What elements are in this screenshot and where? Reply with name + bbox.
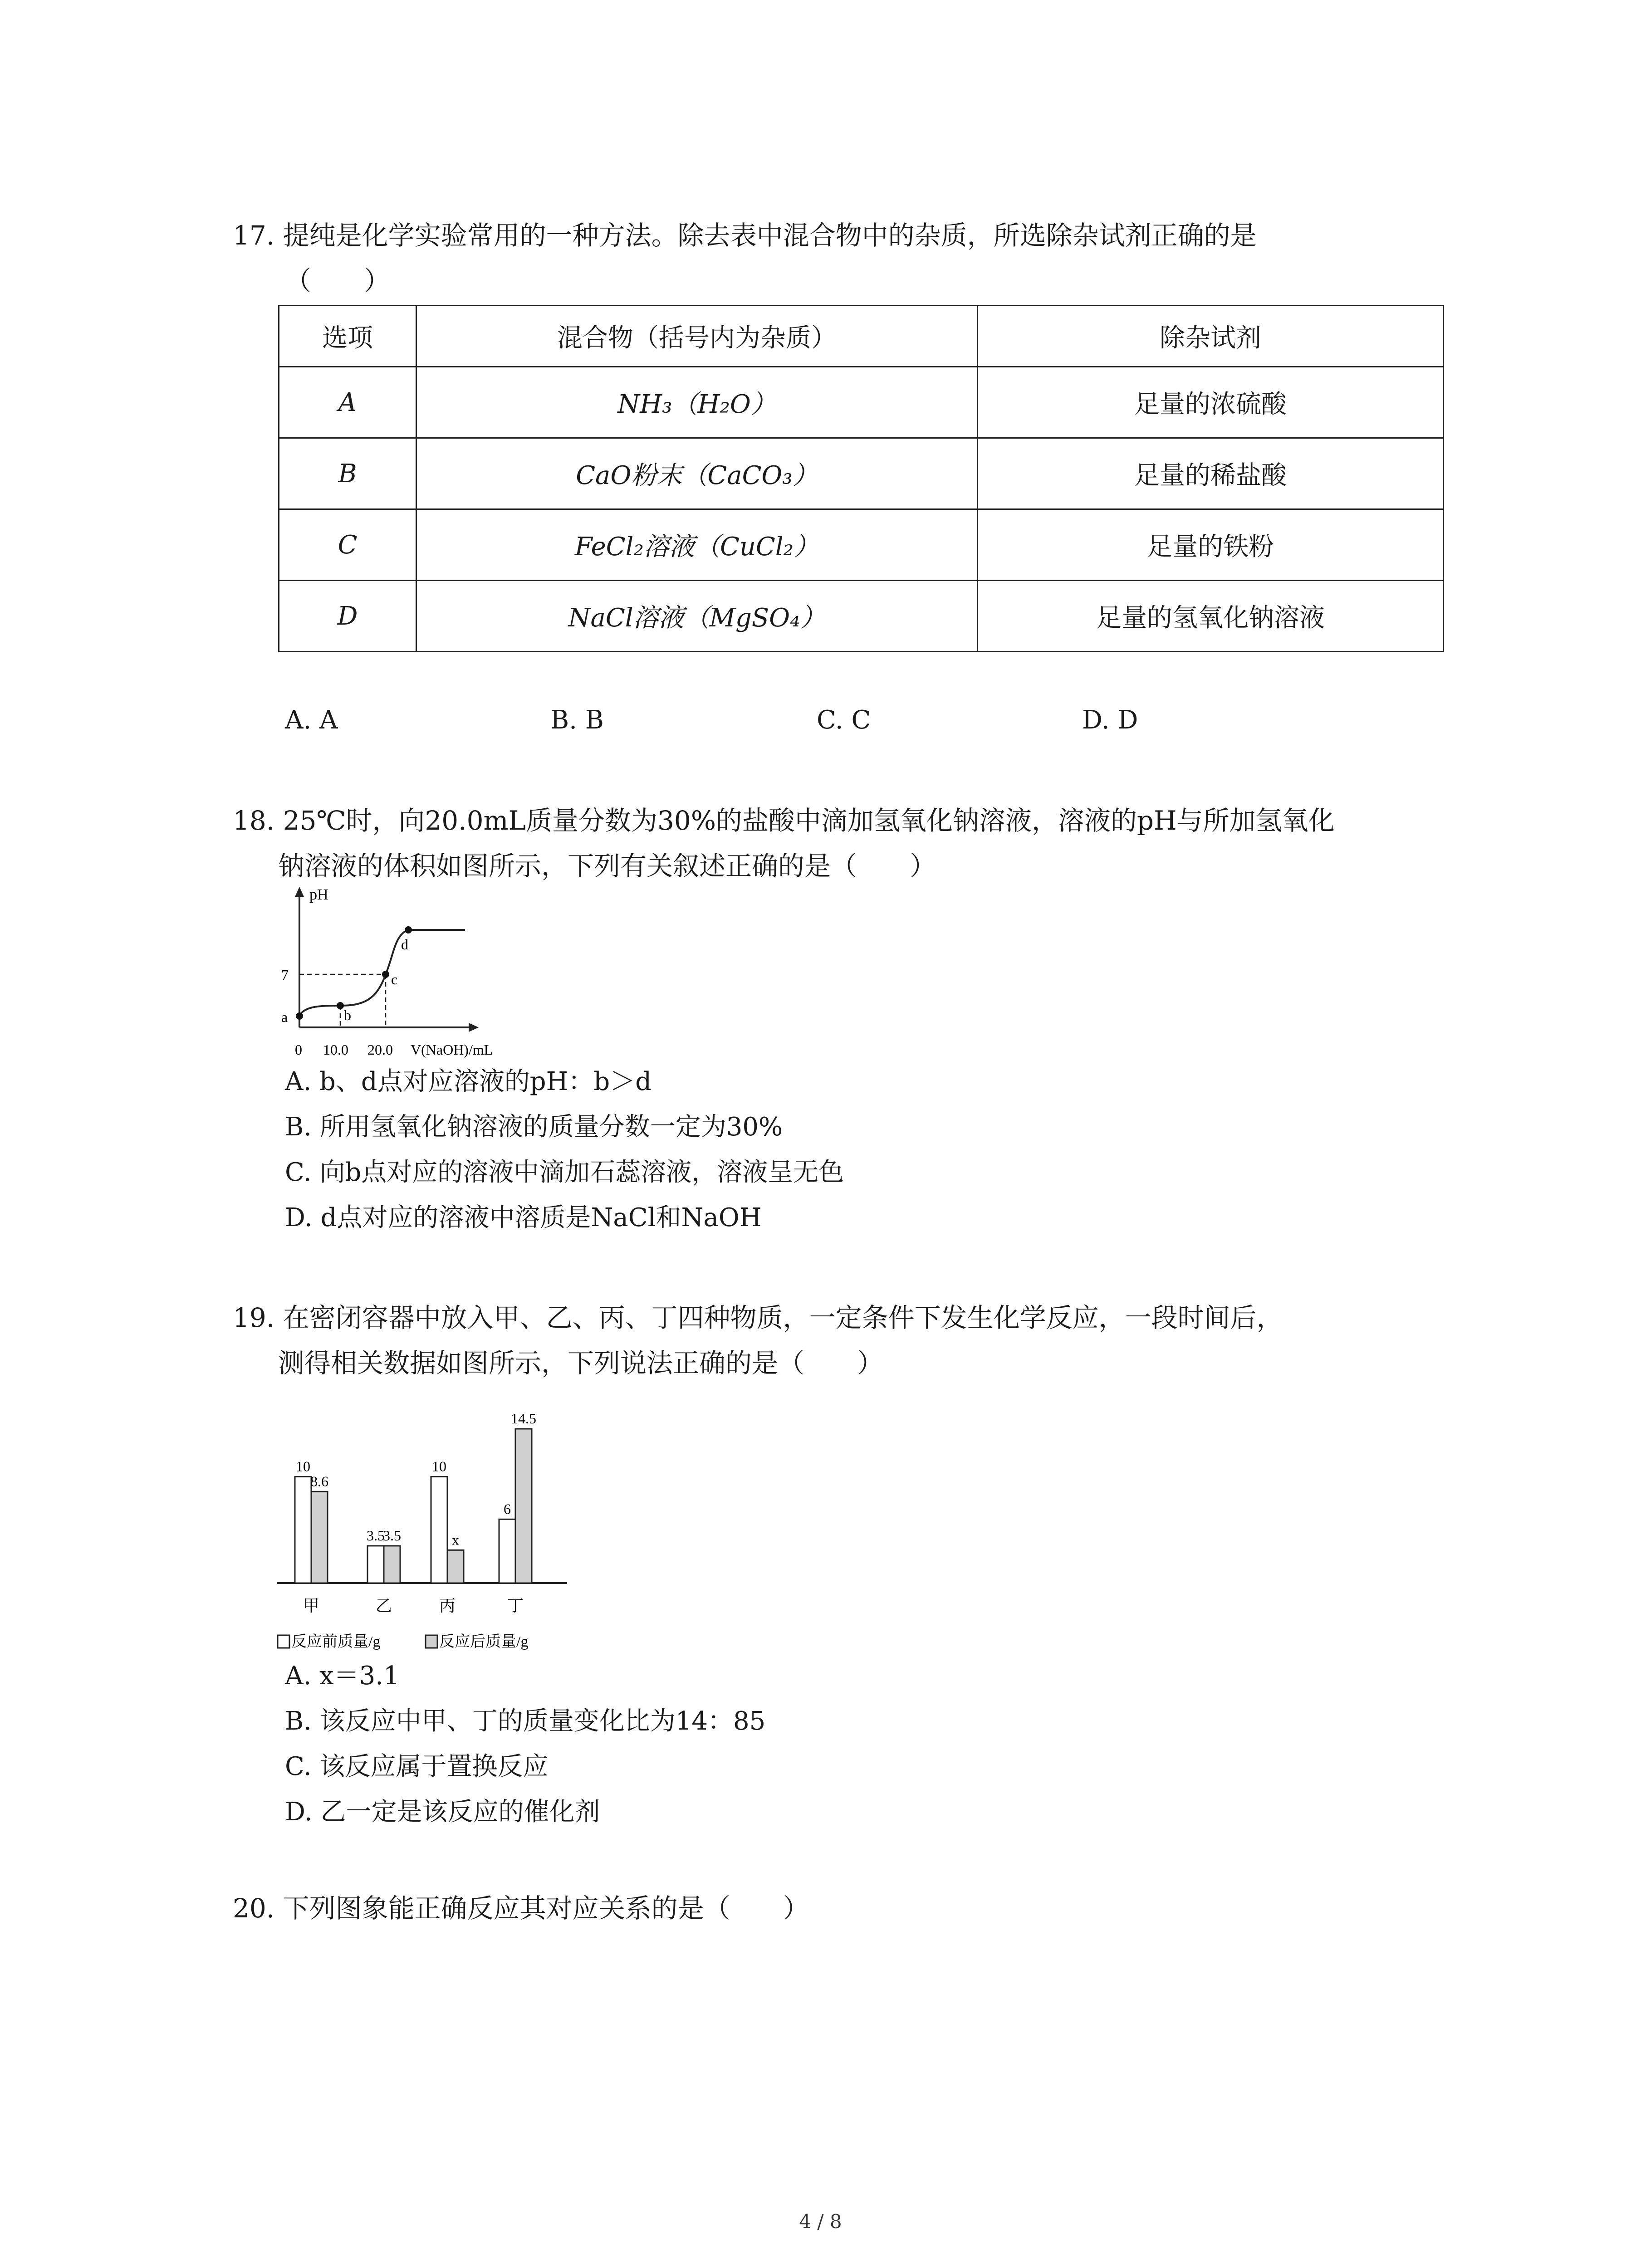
- x-tick-label: 0: [295, 1041, 302, 1058]
- table-cell-reagent: 足量的氢氧化钠溶液: [978, 581, 1444, 652]
- point-b: [337, 1002, 344, 1009]
- bar-before: [367, 1546, 384, 1583]
- table-header-row: [279, 306, 1444, 367]
- table-cell-mixture: CaO粉末（CaCO₃）: [416, 438, 978, 509]
- q17-stem-line2: （ ）: [285, 265, 391, 296]
- table-cell-option: D: [279, 581, 416, 652]
- table-cell-mixture: NH₃（H₂O）: [416, 367, 978, 438]
- bar-after: [311, 1491, 328, 1583]
- table-row: [279, 367, 1444, 438]
- q19-choice-c: C. 该反应属于置换反应: [285, 1752, 549, 1781]
- bar-before: [499, 1519, 515, 1583]
- q17-choice-b: B. B: [550, 705, 604, 735]
- bar-after: [447, 1550, 464, 1583]
- table-cell-option: A: [279, 367, 416, 438]
- category-label: 乙: [375, 1597, 392, 1615]
- mass-bar-chart: [272, 1379, 590, 1651]
- category-label: 丙: [439, 1597, 456, 1615]
- q19-stem-line2: 测得相关数据如图所示，下列说法正确的是（ ）: [278, 1348, 884, 1378]
- table-row: [279, 509, 1444, 581]
- q17-choice-c: C. C: [817, 705, 871, 735]
- table-cell-option: B: [279, 438, 416, 509]
- bar-data-label: 10: [296, 1458, 310, 1475]
- legend-label-after: 反应后质量/g: [439, 1633, 529, 1650]
- point-label-d: d: [401, 936, 408, 953]
- q17-stem-line1: 17. 提纯是化学实验常用的一种方法。除去表中混合物中的杂质，所选除杂试剂正确的是: [233, 220, 1257, 251]
- bar-before: [295, 1477, 311, 1583]
- y-axis-arrow: [295, 887, 304, 897]
- table-header-cell: 混合物（括号内为杂质）: [416, 306, 978, 367]
- q17-table: [278, 305, 1444, 652]
- q18-choice-c: C. 向b点对应的溶液中滴加石蕊溶液，溶液呈无色: [285, 1158, 844, 1187]
- bar-data-label: 8.6: [310, 1473, 328, 1490]
- bar-data-label: 6: [504, 1501, 511, 1517]
- y-tick-label: 7: [281, 967, 289, 983]
- legend-swatch-before: [278, 1635, 289, 1648]
- table-header-cell: 选项: [279, 306, 416, 367]
- table-cell-mixture: FeCl₂溶液（CuCl₂）: [416, 509, 978, 581]
- q18-choice-d: D. d点对应的溶液中溶质是NaCl和NaOH: [285, 1203, 762, 1232]
- ph-curve: [299, 930, 465, 1016]
- q19-choice-b: B. 该反应中甲、丁的质量变化比为14：85: [285, 1706, 766, 1736]
- q18-stem-line1: 18. 25℃时，向20.0mL质量分数为30%的盐酸中滴加氢氧化钠溶液，溶液的pH与所加氢氧化: [233, 805, 1335, 836]
- category-label: 甲: [303, 1597, 320, 1615]
- point-c: [382, 971, 389, 978]
- x-axis-label: V(NaOH)/mL: [411, 1041, 493, 1058]
- x-tick-label: 20.0: [367, 1041, 393, 1058]
- table-header-cell: 除杂试剂: [978, 306, 1444, 367]
- q18-stem-line2: 钠溶液的体积如图所示，下列有关叙述正确的是（ ）: [278, 850, 936, 881]
- bar-data-label: x: [452, 1531, 459, 1548]
- q17-choice-d: D. D: [1082, 705, 1138, 735]
- q18-choice-a: A. b、d点对应溶液的pH：b＞d: [285, 1067, 652, 1096]
- y-axis-label: pH: [309, 887, 328, 903]
- table-row: [279, 438, 1444, 509]
- legend-label-before: 反应前质量/g: [291, 1633, 381, 1650]
- point-label-c: c: [391, 971, 398, 987]
- ph-chart: [272, 887, 526, 1059]
- bar-data-label: 14.5: [511, 1410, 536, 1427]
- point-label-a: a: [281, 1009, 288, 1025]
- bar-data-label: 3.5: [367, 1527, 385, 1544]
- q18-choice-b: B. 所用氢氧化钠溶液的质量分数一定为30%: [285, 1112, 783, 1142]
- legend-swatch-after: [426, 1635, 437, 1648]
- q17-choice-a: A. A: [285, 705, 338, 735]
- bar-before: [431, 1477, 447, 1583]
- bar-after: [515, 1429, 532, 1583]
- q19-choice-a: A. x＝3.1: [285, 1661, 400, 1691]
- point-d: [405, 926, 412, 934]
- table-cell-reagent: 足量的浓硫酸: [978, 367, 1444, 438]
- table-cell-reagent: 足量的铁粉: [978, 509, 1444, 581]
- point-a: [296, 1012, 303, 1020]
- table-cell-reagent: 足量的稀盐酸: [978, 438, 1444, 509]
- page-number: 4 / 8: [799, 2210, 842, 2233]
- bar-data-label: 10: [432, 1458, 446, 1475]
- x-axis-arrow: [469, 1023, 479, 1032]
- x-tick-label: 10.0: [323, 1041, 348, 1058]
- category-label: 丁: [507, 1597, 524, 1615]
- table-row: [279, 581, 1444, 652]
- table-cell-option: C: [279, 509, 416, 581]
- q19-choice-d: D. 乙一定是该反应的催化剂: [285, 1797, 600, 1827]
- table-cell-mixture: NaCl溶液（MgSO₄）: [416, 581, 978, 652]
- q19-stem-line1: 19. 在密闭容器中放入甲、乙、丙、丁四种物质，一定条件下发生化学反应，一段时间后，: [233, 1302, 1283, 1333]
- q20-stem: 20. 下列图象能正确反应其对应关系的是（ ）: [233, 1893, 809, 1924]
- point-label-b: b: [344, 1007, 351, 1023]
- bar-data-label: 3.5: [383, 1527, 401, 1544]
- bar-after: [384, 1546, 400, 1583]
